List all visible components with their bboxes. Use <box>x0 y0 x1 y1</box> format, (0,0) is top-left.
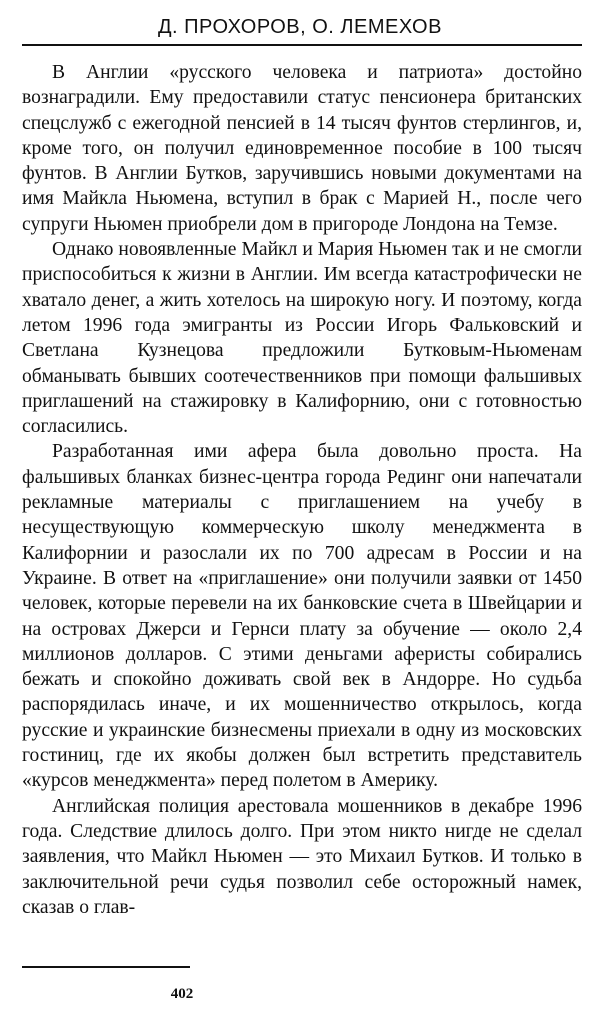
page-body <box>22 60 582 920</box>
page-number: 402 <box>170 986 194 1002</box>
paragraph-3: Разработанная ими афера была довольно проста. На фальшивых бланках бизнес-центра города Рединг они напечатали рекламные материалы с приглашением на учебу в несуществующую коммерческую школу менеджмента в Калифорнии и разослали их по 700 адресам в России и на Украине. В ответ на «приглашение» они получили заявки от 1450 человек, которые перевели на их банковские счета в Швейцарии и на островах Джерси и Гернси плату за обучение — около 2,4 миллионов долларов. С этими деньгами аферисты собирались бежать и спокойно доживать свой век в Андорре. Но судьба распорядилась иначе, и их мошенничество открылось, когда русские и украинские бизнесмены приехали в одну из московских гостиниц, где их якобы должен был встретить представитель «курсов менеджмента» перед полетом в Америку. <box>22 441 582 792</box>
paragraph-1: В Англии «русского человека и патриота» достойно вознаградили. Ему предоставили статус пенсионера британских спецслужб с ежегодной пенсией в 14 тысяч фунтов стерлингов, и, кроме того, он получил единовременное пособие в 100 тысяч фунтов. В Англии Бутков, заручившись новыми документами на имя Майкла Ньюмена, вступил в брак с Марией Н., после чего супруги Ньюмен приобрели дом в пригороде Лондона на Темзе. <box>22 62 582 235</box>
running-title: Д. ПРОХОРОВ, О. ЛЕМЕХОВ <box>158 16 442 38</box>
header-rule <box>22 44 582 46</box>
paragraph-4: Английская полиция арестовала мошенников в декабре 1996 года. Следствие длилось долго. При этом никто нигде не сделал заявления, что Майкл Ньюмен — это Михаил Бутков. И только в заключительной речи судья позволил себе осторожный намек, сказав о глав- <box>22 795 582 918</box>
paragraph-2: Однако новоявленные Майкл и Мария Ньюмен так и не смогли приспособиться к жизни в Англии. Им всегда катастрофически не хватало денег, а жить хотелось на широкую ногу. И поэтому, когда летом 1996 года эмигранты из России Игорь Фальковский и Светлана Кузнецова предложили Бутковым-Ньюменам обманывать бывших соотечественников при помощи фальшивых приглашений на стажировку в Калифорнию, они с готовностью согласились. <box>22 239 582 438</box>
footnote-rule <box>22 966 190 968</box>
